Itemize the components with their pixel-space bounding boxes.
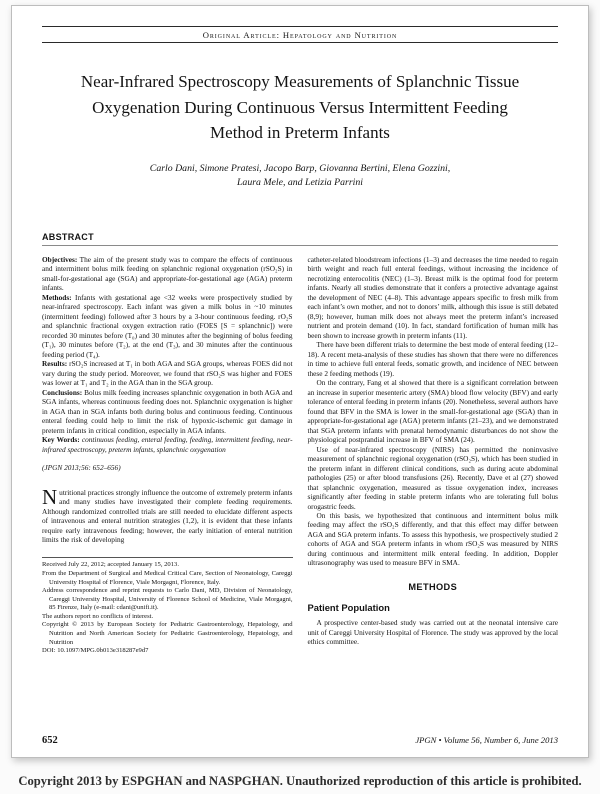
running-head-text: Original Article: Hepatology and Nutrition — [202, 29, 398, 40]
abstract-heading: ABSTRACT — [42, 231, 94, 242]
left-column — [42, 255, 293, 656]
abstract-keywords-label: Key Words: — [42, 435, 80, 445]
footnotes — [42, 557, 293, 655]
abstract-conclusions-label: Conclusions: — [42, 387, 83, 397]
footnote-conflicts: The authors report no conflicts of interest. — [42, 612, 154, 620]
authors-line-1: Carlo Dani, Simone Pratesi, Jacopo Barp, Giovanna Bertini, Elena Gozzini, — [149, 162, 451, 174]
article-title: Near-Infrared Spectroscopy Measurements of Splanchnic Tissue Oxygenation During Continuous Versus Intermittent Feeding Method in Preterm Infants — [80, 72, 520, 142]
journal-citation: (JPGN 2013;56: 652–656) — [42, 463, 121, 473]
body-paragraph: On the contrary, Fang et al showed that there is a significant correlation between an increase in superior mesenteric artery (SMA) blood flow velocity (BFV) and early tolerance of enteral feeding in preterm infants (20). Nonetheless, several authors have found that BFV in the SMA is lower in the small-for-gestational age (SGA) than in appropriate-for-gestational age (AGA) preterm infants (21–23), and we demonstrated that SGA preterm infants with prenatal hemodynamic disturbances do not show the physiological postprandial increase in BFV of SMA (24). — [307, 378, 558, 445]
footnote-correspondence: Address correspondence and reprint requests to Carlo Dani, MD, Division of Neonatology, Careggi University Hospital, University of Florence School of Medicine, Viale Morgagni, 85 Firenze, Italy (e-mail: cdani@unifi.it). — [42, 587, 293, 612]
copyright-watermark: Copyright 2013 by ESPGHAN and NASPGHAN. Unauthorized reproduction of this article is prohibited. — [18, 774, 582, 788]
abstract-methods-text: Infants with gestational age <32 weeks were prospectively studied by near-infrared spectroscopy. Each infant was given a milk bolus in ~10 minutes (intermittent feeding) followed after 3 hours by a 3-hour continuous feeding. rO₂S and splanchnic fractional oxygen extraction ratio (FOES [S = splanchnic]) were recorded 30 minutes before (T₀) and 30 minutes after the beginning of bolus feeding (T₁), 30 minutes before (T₂), at the end (T₃), and 30 minutes after the continuous feeding period (T₄). — [42, 292, 293, 359]
authors-line-2: Laura Mele, and Letizia Parrini — [236, 176, 363, 188]
abstract-conclusions-text: Bolus milk feeding increases splanchnic oxygenation in both AGA and SGA infants, whereas continuous feeding does not. Splanchnic oxygenation is higher in AGA than in SGA infants both during bolus and continuous feeding. Continuous enteral feeding could help to limit the risk of hypoxic-ischemic gut damage in preterm infants in critical condition, especially in AGA infants. — [42, 387, 293, 435]
running-head — [42, 26, 558, 43]
abstract-keywords-text: continuous feeding, enteral feeding, feeding, intermittent feeding, near-infrared spectroscopy, preterm infants, splanchnic oxygenation — [42, 435, 293, 454]
body-paragraph: On this basis, we hypothesized that continuous and intermittent bolus milk feeding may affect the rSO₂S differently, and that this effect may differ between AGA and SGA preterm infants. To assess this hypothesis, we prospectively studied 2 cohorts of AGA and SGA preterm infants in whom rSO₂S was measured by NIRS during continuous and intermittent milk enteral feeding. In addition, Doppler ultrasonography was used to measure BFV in SMA. — [307, 510, 558, 568]
body-paragraph: There have been different trials to determine the best mode of enteral feeding (12–18). A recent meta-analysis of these studies has shown that there were no differences in time to achieve full enteral feeds, somatic growth, and incidence of NEC between these 2 feeding methods (19). — [307, 340, 558, 378]
abstract-objectives-text: The aim of the present study was to compare the effects of continuous and intermittent bolus milk feeding on splanchnic regional oxygenation (rSO₂S) in small-for-gestational age (SGA) and appropriate-for-gestational age (AGA) preterm infants. — [42, 254, 293, 293]
abstract-methods-label: Methods: — [42, 292, 72, 302]
methods-heading: METHODS — [408, 581, 458, 592]
abstract-conclusions — [42, 388, 293, 435]
abstract-results — [42, 359, 293, 387]
abstract-objectives — [42, 255, 293, 293]
abstract-methods — [42, 293, 293, 359]
footnote-doi: DOI: 10.1097/MPG.0b013e318287e9d7 — [42, 647, 149, 655]
body-paragraph: Use of near-infrared spectroscopy (NIRS) has permitted the noninvasive measurement of splanchnic regional oxygenation (rSO₂S), which has been studied in the preterm infant in different clinical conditions, such as during acute abdominal pathologies (25) or after blood transfusions (26). Recently, Dave et al (27) showed that splanchnic oxygenation, measured as tissue oxygenation index, increases significantly after feeding in stable preterm infants who are tolerating full bolus orogastric feeds. — [307, 444, 558, 511]
journal-reference: JPGN • Volume 56, Number 6, June 2013 — [415, 735, 558, 745]
abstract-keywords — [42, 435, 293, 454]
page-footer — [42, 735, 558, 746]
abstract-results-text: rSO₂S increased at T₁ in both AGA and SGA groups, whereas FOES did not vary during the study period. Moreover, we found that rSO₂S was higher and FOES was lower at T₁ and T₂ in the AGA than in the SGA group. — [42, 359, 293, 388]
footnote-affiliation: From the Department of Surgical and Medical Critical Care, Section of Neonatology, Careggi University Hospital of Florence, Viale Morgagni, Florence, Italy. — [42, 570, 293, 586]
footnote-copyright: Copyright © 2013 by European Society for Pediatric Gastroenterology, Hepatology, and Nutrition and North American Society for Pediatric Gastroenterology, Hepatology, and Nutrition — [42, 621, 293, 646]
drop-cap: N — [42, 484, 58, 509]
intro-paragraph — [42, 484, 293, 545]
body-paragraph: catheter-related bloodstream infections (1–3) and decreases the time needed to regain birth weight and reach full enteral feedings, without increasing the incidence of necrotizing enterocolitis (NEC) (1–3). Breast milk is the optimal food for preterm infants. Nearly all studies demonstrate that it confers a protective advantage against the development of NEC (4–8). This advantage appears specific to fresh milk from each infant’s own mother, and not to donors’ milk, although this issue is still debated (8,9); however, human milk does not always meet the preterm infant’s increased nutrient and protein demand (10). In fact, standard fortification of human milk has been shown to increase growth in preterm infants (11). — [307, 254, 558, 340]
page-number: 652 — [42, 735, 58, 746]
abstract-objectives-label: Objectives: — [42, 254, 78, 264]
article-page — [11, 5, 589, 758]
patient-population-heading: Patient Population — [307, 601, 390, 613]
footnote-received: Received July 22, 2012; accepted January 15, 2013. — [42, 561, 179, 569]
two-column-body — [42, 255, 558, 656]
intro-paragraph-text: utritional practices strongly influence the outcome of extremely preterm infants and many studies have investigated their complete feeding requirements. Although randomized controlled trials are still needed to elucidate different aspects of intravenous and enteral nutrition strategies (1,2), it is evident that these infants require early intravenous feeding; however, the early initiation of enteral nutrition limits the risk of developing — [42, 487, 293, 544]
patient-population-paragraph: A prospective center-based study was carried out at the neonatal intensive care unit of Careggi University Hospital of Florence. The study was approved by the local ethics committee. — [307, 618, 558, 647]
abstract-results-label: Results: — [42, 359, 68, 369]
right-column — [308, 255, 559, 656]
abstract-rule — [42, 245, 558, 246]
